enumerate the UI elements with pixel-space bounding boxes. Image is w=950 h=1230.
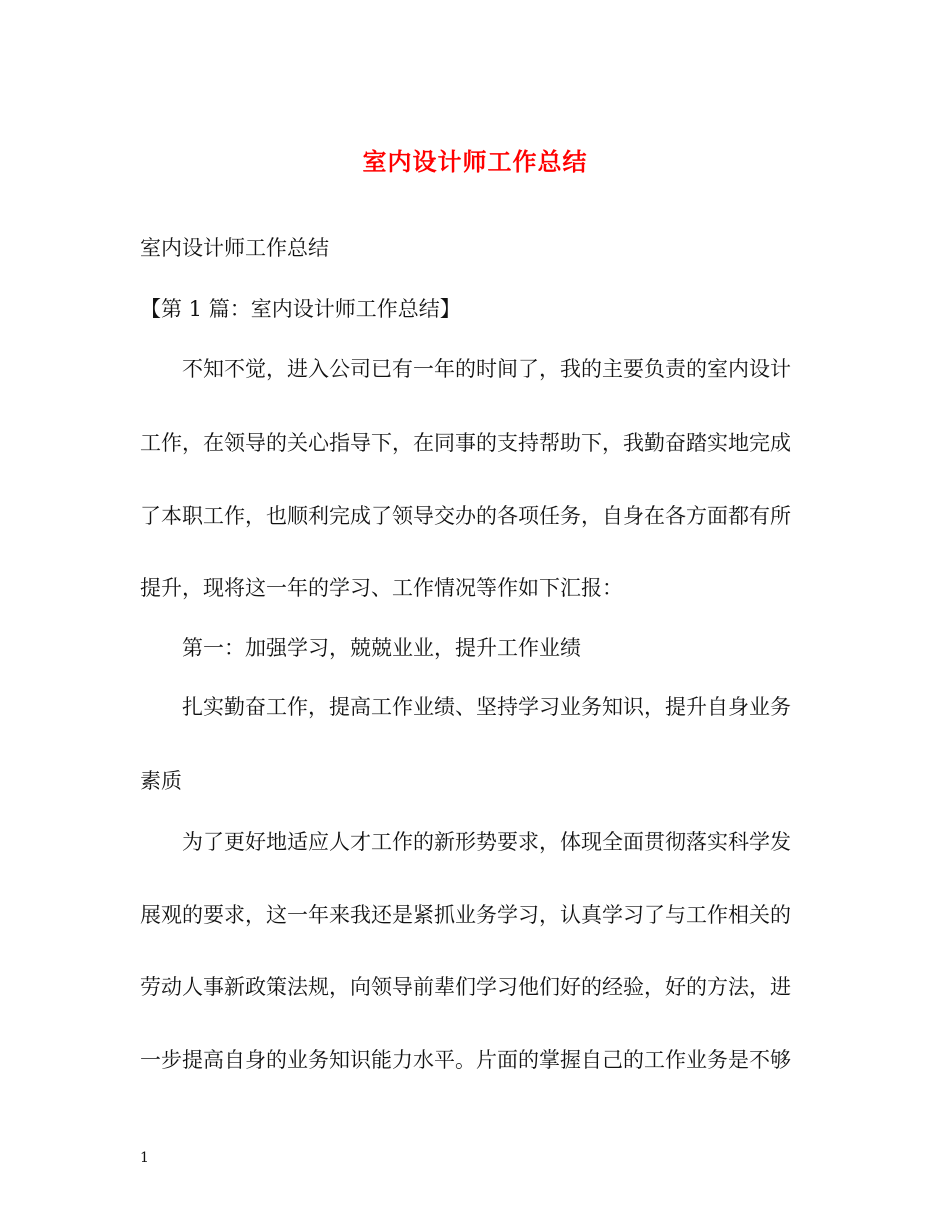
paragraph-line: 扎实勤奋工作，提高工作业绩、坚持学习业务知识，提升自身业务: [182, 695, 791, 719]
page-number: 1: [140, 1150, 149, 1166]
paragraph-line: 一步提高自身的业务知识能力水平。片面的掌握自己的工作业务是不够: [140, 1048, 791, 1072]
paragraph-line: 素质: [140, 769, 182, 793]
paragraph-line: 劳动人事新政策法规，向领导前辈们学习他们好的经验，好的方法，进: [140, 975, 791, 999]
section-heading: 【第 1 篇：室内设计师工作总结】: [140, 297, 461, 321]
paragraph-line: 不知不觉，进入公司已有一年的时间了，我的主要负责的室内设计: [182, 357, 791, 381]
paragraph-line: 提升，现将这一年的学习、工作情况等作如下汇报：: [140, 576, 623, 600]
point-heading: 第一：加强学习，兢兢业业，提升工作业绩: [182, 636, 581, 660]
paragraph-line: 展观的要求，这一年来我还是紧抓业务学习，认真学习了与工作相关的: [140, 903, 791, 927]
paragraph-line: 为了更好地适应人才工作的新形势要求，体现全面贯彻落实科学发: [182, 830, 791, 854]
document-title: 室内设计师工作总结: [362, 147, 588, 176]
paragraph-line: 了本职工作，也顺利完成了领导交办的各项任务，自身在各方面都有所: [140, 504, 791, 528]
paragraph-line: 工作，在领导的关心指导下，在同事的支持帮助下，我勤奋踏实地完成: [140, 431, 791, 455]
heading-line: 室内设计师工作总结: [140, 236, 329, 260]
